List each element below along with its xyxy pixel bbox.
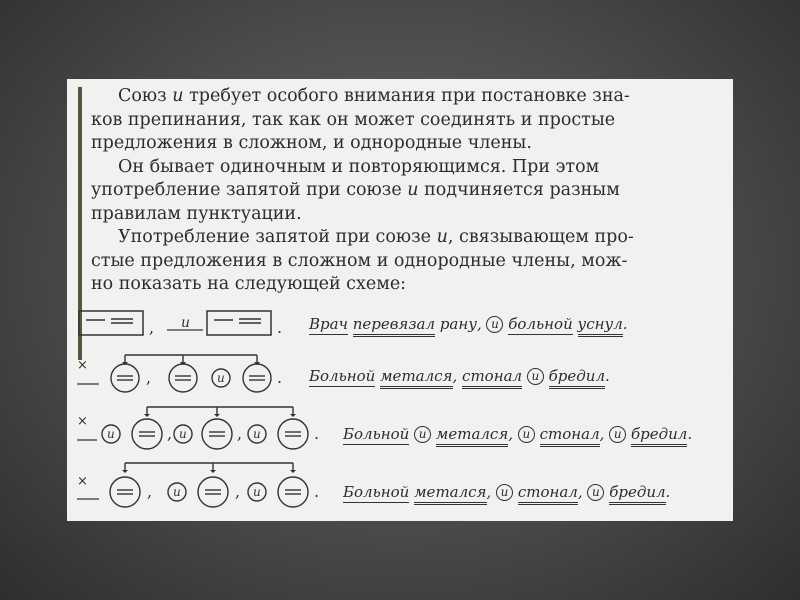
svg-text:и: и (253, 427, 261, 441)
svg-text:и: и (107, 427, 115, 441)
example-sentence-4 (343, 483, 670, 501)
sentence-text: . (622, 315, 628, 333)
predicate-word: уснул (578, 315, 623, 337)
scheme-diagram-3 (67, 403, 337, 463)
member-circle (202, 419, 232, 449)
scheme-row-2 (67, 351, 733, 411)
sentence-text (535, 425, 540, 443)
conj-circled: и (496, 484, 513, 501)
conj-circled: и (414, 426, 431, 443)
example-sentence-1 (309, 315, 628, 333)
sentence-text: . (665, 483, 671, 501)
sentence-text: , (599, 425, 610, 443)
svg-text:.: . (277, 368, 283, 387)
svg-text:и: и (253, 485, 261, 499)
svg-text:,: , (235, 482, 241, 501)
member-circle (278, 419, 308, 449)
line: Употребление запятой при союзе и, связывающем про- (118, 227, 634, 247)
conj-circled: и (609, 426, 626, 443)
sentence-text: . (687, 425, 693, 443)
member-circle (198, 477, 228, 507)
svg-text:×: × (77, 358, 88, 373)
member-circle (132, 419, 162, 449)
svg-text:и: и (173, 485, 181, 499)
svg-text:и: и (179, 427, 187, 441)
subject-word: Врач (309, 315, 348, 333)
predicate-word: стонал (518, 483, 578, 505)
sentence-text: рану, (435, 315, 487, 333)
predicate-word: бредил (609, 483, 665, 505)
svg-text:,: , (146, 368, 152, 387)
conj-circled: и (527, 368, 544, 385)
svg-text:,: , (149, 318, 155, 337)
sentence-text: , (486, 483, 497, 501)
predicate-word: перевязал (353, 315, 435, 337)
conj-circled: и (518, 426, 535, 443)
predicate-word: метался (380, 367, 452, 389)
line: но показать на следующей схеме: (91, 274, 407, 294)
scheme-row-3 (67, 403, 733, 463)
svg-text:,: , (147, 482, 153, 501)
line: Союз и требует особого внимания при постановке зна- (118, 86, 630, 106)
sentence-text: , (577, 483, 588, 501)
svg-text:.: . (314, 424, 320, 443)
line: употребление запятой при союзе и подчиняется разным (91, 180, 620, 200)
sentence-text: , (508, 425, 518, 443)
sentence-text (544, 367, 549, 385)
svg-text:,: , (167, 424, 173, 443)
scheme-diagram-1 (67, 303, 307, 343)
subject-word: Больной (343, 483, 410, 501)
scheme-row-4 (67, 459, 733, 519)
svg-text:.: . (314, 482, 320, 501)
conj-circled: и (587, 484, 604, 501)
sentence-text (348, 315, 353, 333)
line: ков препинания, так как он может соединять и простые (91, 109, 616, 130)
member-circle (111, 364, 139, 392)
textbook-page (67, 79, 733, 521)
svg-text:и: и (217, 371, 225, 385)
predicate-word: бредил (549, 367, 605, 389)
predicate-word: бредил (631, 425, 687, 447)
line: Он бывает одиночным и повторяющимся. При этом (118, 156, 600, 177)
conj-circled: и (486, 316, 503, 333)
example-sentence-3 (343, 425, 692, 443)
predicate-word: стонал (462, 367, 522, 389)
line: стые предложения в сложном и однородные члены, мож- (91, 250, 628, 271)
example-sentence-2 (309, 367, 610, 385)
subject-word: больной (508, 315, 573, 333)
member-circle (169, 364, 197, 392)
member-circle (110, 477, 140, 507)
predicate-word: метался (436, 425, 508, 447)
body-text (91, 85, 733, 297)
predicate-word: метался (414, 483, 486, 505)
sentence-text: , (452, 367, 463, 385)
line: правилам пунктуации. (91, 203, 302, 224)
predicate-word: стонал (540, 425, 600, 447)
svg-text:×: × (77, 474, 88, 489)
scheme-diagram-2 (67, 351, 307, 411)
svg-text:.: . (277, 318, 283, 337)
svg-text:,: , (237, 424, 243, 443)
subject-word: Больной (343, 425, 410, 443)
subject-word: Больной (309, 367, 376, 385)
scheme-diagram-4 (67, 459, 337, 519)
member-circle (278, 477, 308, 507)
member-circle (243, 364, 271, 392)
line: предложения в сложном, и однородные члены. (91, 133, 532, 153)
sentence-text: . (605, 367, 610, 385)
svg-text:×: × (77, 414, 88, 429)
sentence-text (573, 315, 578, 333)
svg-text:и: и (181, 315, 191, 331)
